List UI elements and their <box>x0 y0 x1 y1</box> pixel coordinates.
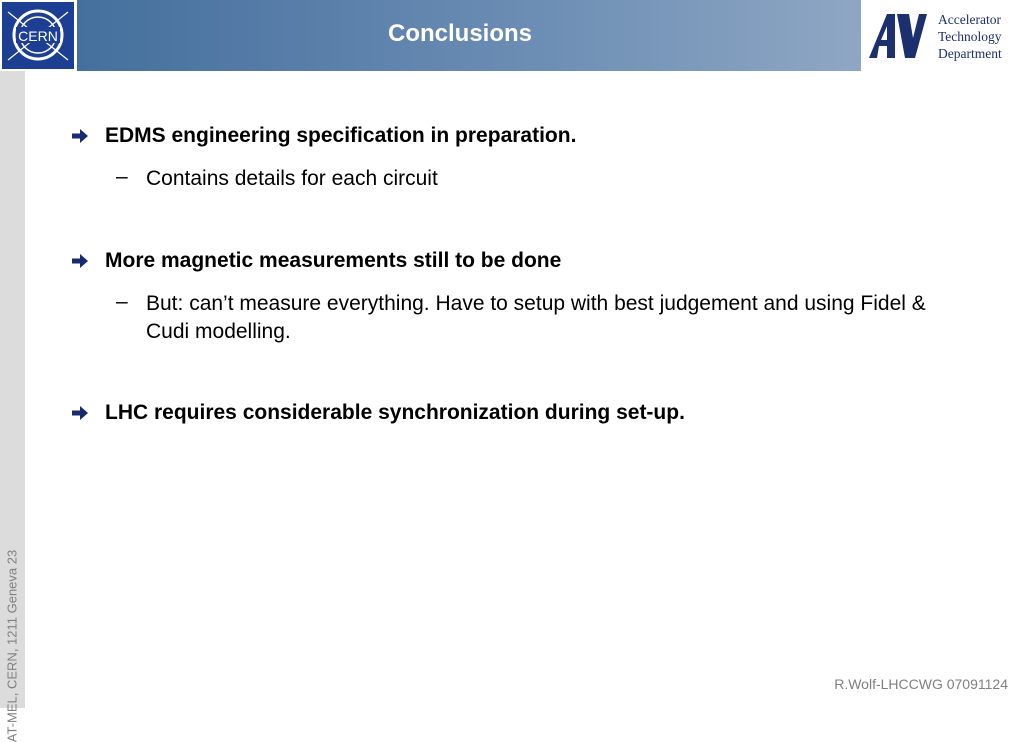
page-title: Conclusions <box>387 20 532 47</box>
footer-text: R.Wolf-LHCCWG 07091124 <box>834 676 1008 692</box>
sub-bullet-dash: – <box>116 290 128 313</box>
arrow-right-icon <box>70 126 90 146</box>
bullet-item <box>70 249 561 273</box>
sub-bullet-text: Contains details for each circuit <box>146 167 438 190</box>
department-logo-line: Department <box>938 46 1002 61</box>
bullet-item <box>70 124 576 148</box>
sub-bullet-dash: – <box>116 165 128 188</box>
arrow-right-icon <box>70 251 90 271</box>
department-logo-text <box>938 11 1002 62</box>
cern-logo <box>0 0 77 71</box>
bullet-text: EDMS engineering specification in preparation. <box>105 124 577 147</box>
sub-bullet-text: But: can’t measure everything. Have to setup with best judgement and using Fidel & Cudi modelling. <box>146 292 926 343</box>
department-logo-line: Accelerator <box>938 12 1001 27</box>
cern-logo-text: CERN <box>18 28 58 44</box>
cern-logo-icon <box>2 2 74 69</box>
header-bar <box>0 0 1023 71</box>
department-logo <box>861 0 1023 71</box>
bullet-text: LHC requires considerable synchronization during set-up. <box>105 401 685 424</box>
side-address-text: AT-MEL, CERN, 1211 Geneva 23 <box>4 549 20 742</box>
bullet-item <box>70 401 685 425</box>
department-logo-line: Technology <box>938 29 1002 44</box>
left-sidebar-strip <box>0 71 25 742</box>
at-logo-icon <box>861 0 931 71</box>
bullet-text: More magnetic measurements still to be done <box>105 249 562 272</box>
arrow-right-icon <box>70 403 90 423</box>
